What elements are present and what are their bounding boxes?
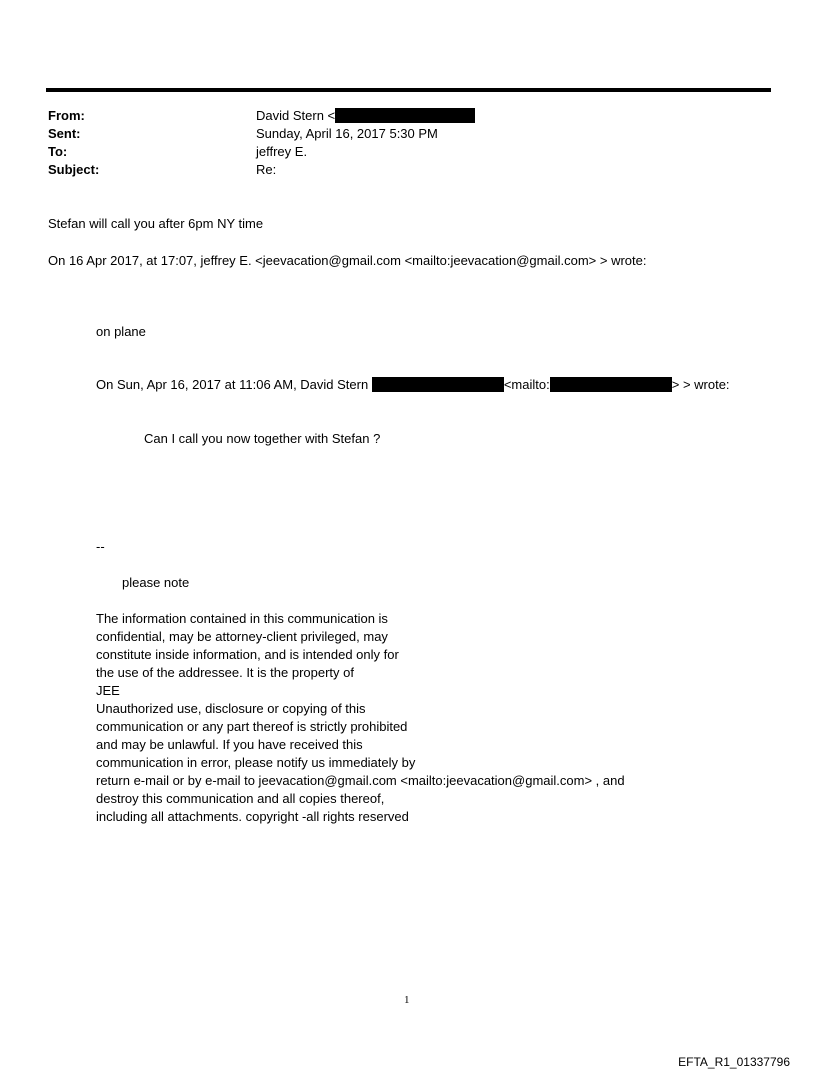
to-label: To: [48,144,68,159]
signature-separator: -- [96,539,105,554]
notice-line: including all attachments. copyright -all rights reserved [96,809,409,824]
signature-note: please note [122,575,190,590]
subject-value: Re: [256,162,277,177]
redaction-block [372,377,504,392]
notice-line: communication in error, please notify us immediately by [96,755,416,770]
header-rule [46,88,771,92]
sent-label: Sent: [48,126,81,141]
quoted-text-nested: Can I call you now together with Stefan ? [144,431,381,446]
notice-line: destroy this communication and all copies thereof, [96,791,385,806]
quoted-text: on plane [96,324,146,339]
subject-label: Subject: [48,162,100,177]
redaction-block [550,377,672,392]
notice-line: return e-mail or by e-mail to jeevacation@gmail.com <mailto:jeevacation@gmail.com> , and [96,773,625,788]
notice-line: The information contained in this communication is [96,611,388,626]
quote-intro: On 16 Apr 2017, at 17:07, jeffrey E. <jeevacation@gmail.com <mailto:jeevacation@gmail.com> > wrote: [48,253,647,268]
notice-line: confidential, may be attorney-client privileged, may [96,629,388,644]
from-value: David Stern < [256,107,475,125]
page-number: 1 [404,994,410,1006]
to-value: jeffrey E. [256,144,308,159]
body-line: Stefan will call you after 6pm NY time [48,216,264,231]
redaction-block [335,108,475,123]
bates-number: EFTA_R1_01337796 [678,1055,790,1069]
notice-line: the use of the addressee. It is the property of [96,665,354,680]
notice-line: JEE [96,683,120,698]
from-label: From: [48,108,85,123]
notice-line: constitute inside information, and is intended only for [96,647,399,662]
notice-line: Unauthorized use, disclosure or copying of this [96,701,366,716]
quote-intro-nested: On Sun, Apr 16, 2017 at 11:06 AM, David Stern <mailto: > > wrote: [96,377,730,392]
sent-value: Sunday, April 16, 2017 5:30 PM [256,126,438,141]
notice-line: and may be unlawful. If you have received this [96,737,363,752]
notice-line: communication or any part thereof is strictly prohibited [96,719,408,734]
